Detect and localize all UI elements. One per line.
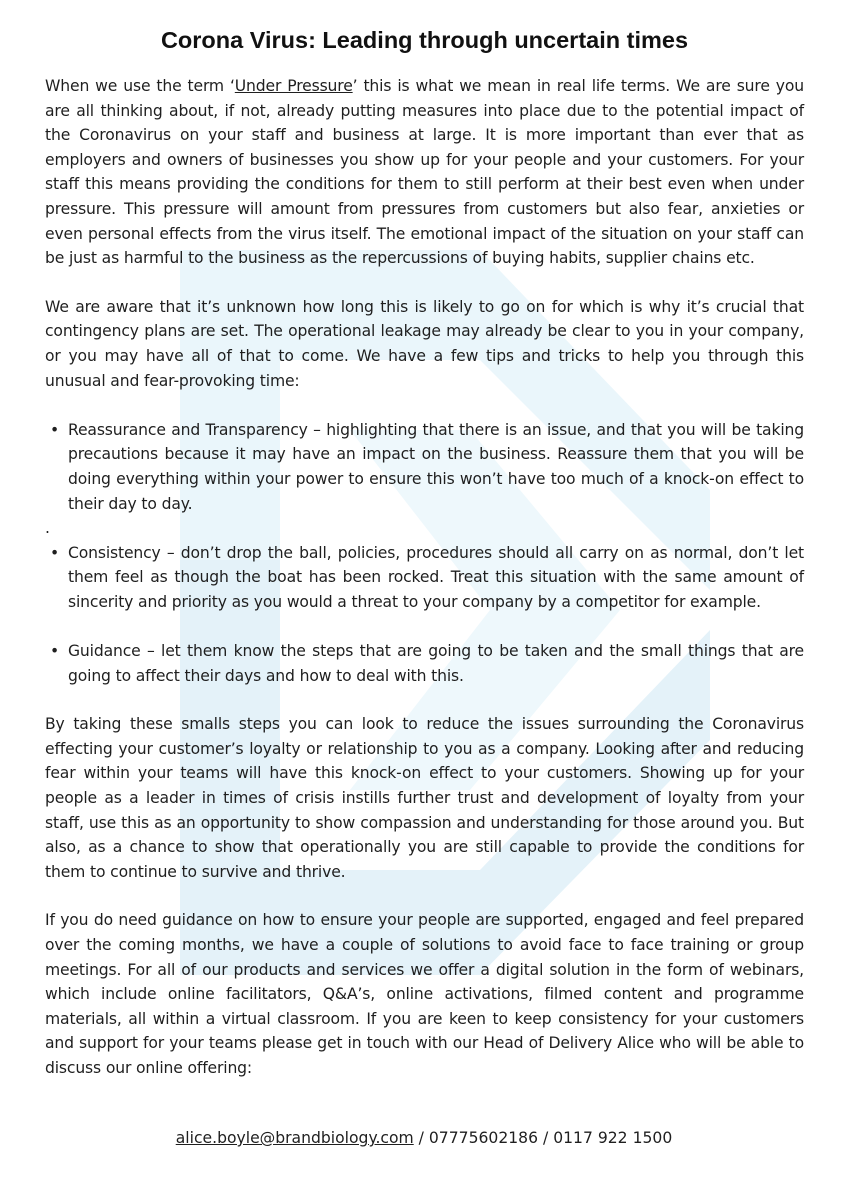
mobile-phone: 07775602186: [428, 1129, 539, 1147]
contact-separator: /: [538, 1129, 554, 1147]
page-title: Corona Virus: Leading through uncertain times: [160, 27, 689, 53]
intro-suffix: ’ this is what we mean in real life terms. We are sure you are all thinking about, if not, already putting measures into place due to the potential impact of the Coronavirus on your staff and business at large. It is more important than ever that as employers and owners of businesses you show up for your people and your customers. For your staff this means providing the conditions for them to still perform at their best even when under pressure. This pressure will amount from pressures from customers but also fear, anxieties or even personal effects from the virus itself. The emotional impact of the situation on your staff can be just as harmful to the business as the repercussions of buying habits, supplier chains etc.: [45, 77, 804, 268]
contact-separator: /: [413, 1129, 429, 1147]
tips-list-final: [45, 639, 804, 688]
list-item: [45, 639, 804, 688]
tip-text: – don’t drop the ball, policies, procedures should all carry on as normal, don’t let them feel as though the boat has been rocked. Treat this situation with the same amount of sincerity and priority as you would a threat to your company by a competitor for example.: [68, 543, 804, 611]
tip-text: – let them know the steps that are going to be taken and the small things that are going to affect their days and how to deal with this.: [68, 642, 804, 685]
list-item: [45, 418, 804, 516]
list-item: [45, 541, 804, 615]
email-link[interactable]: alice.boyle@brandbiology.com: [175, 1129, 414, 1147]
small-steps-paragraph: By taking these smalls steps you can look to reduce the issues surrounding the Coronavirus effecting your customer’s loyalty or relationship to you as a company. Looking after and reducing fear within your teams will have this knock-on effect to your customers. Showing up for your people as a leader in times of crisis instills further trust and development of loyalty from your staff, use this as an opportunity to show compassion and understanding for those around you. But also, as a chance to show that operationally you are still capable to provide the conditions for them to continue to survive and thrive.: [45, 715, 804, 881]
bullet-icon: •: [50, 642, 60, 661]
contingency-paragraph: We are aware that it’s unknown how long this is likely to go on for which is why it’s crucial that contingency plans are set. The operational leakage may already be clear to you in your company, or you may have all of that to come. We have a few tips and tricks to help you through this unusual and fear-provoking time:: [45, 297, 804, 390]
office-phone: 0117 922 1500: [553, 1129, 673, 1147]
tips-list-continued: [45, 541, 804, 615]
tip-heading: Consistency: [68, 543, 161, 562]
under-pressure-term: Under Pressure: [234, 77, 353, 95]
tip-heading: Guidance: [68, 642, 141, 661]
intro-prefix: When we use the term ‘: [45, 77, 235, 95]
tip-text: – highlighting that there is an issue, and that you will be taking precautions because it may have an impact on the business. Reassure them that you will be doing everything within your power to ensure this won’t have too much of a knock-on effect to their day to day.: [68, 420, 805, 513]
tips-list: [45, 418, 804, 516]
guidance-paragraph: If you do need guidance on how to ensure your people are supported, engaged and feel prepared over the coming months, we have a couple of solutions to avoid face to face training or group meetings. For all of our products and services we offer a digital solution in the form of webinars, which include online facilitators, Q&A’s, online activations, filmed content and programme materials, all within a virtual classroom. If you are keen to keep consistency for your customers and support for your teams please get in touch with our Head of Delivery Alice who will be able to discuss our online offering:: [45, 911, 804, 1077]
bullet-icon: •: [50, 420, 60, 439]
bullet-icon: •: [50, 543, 60, 562]
stray-mark: .: [45, 519, 50, 538]
intro-paragraph: [45, 74, 804, 271]
contact-line: [0, 1127, 848, 1149]
tip-heading: Reassurance and Transparency: [68, 420, 308, 439]
